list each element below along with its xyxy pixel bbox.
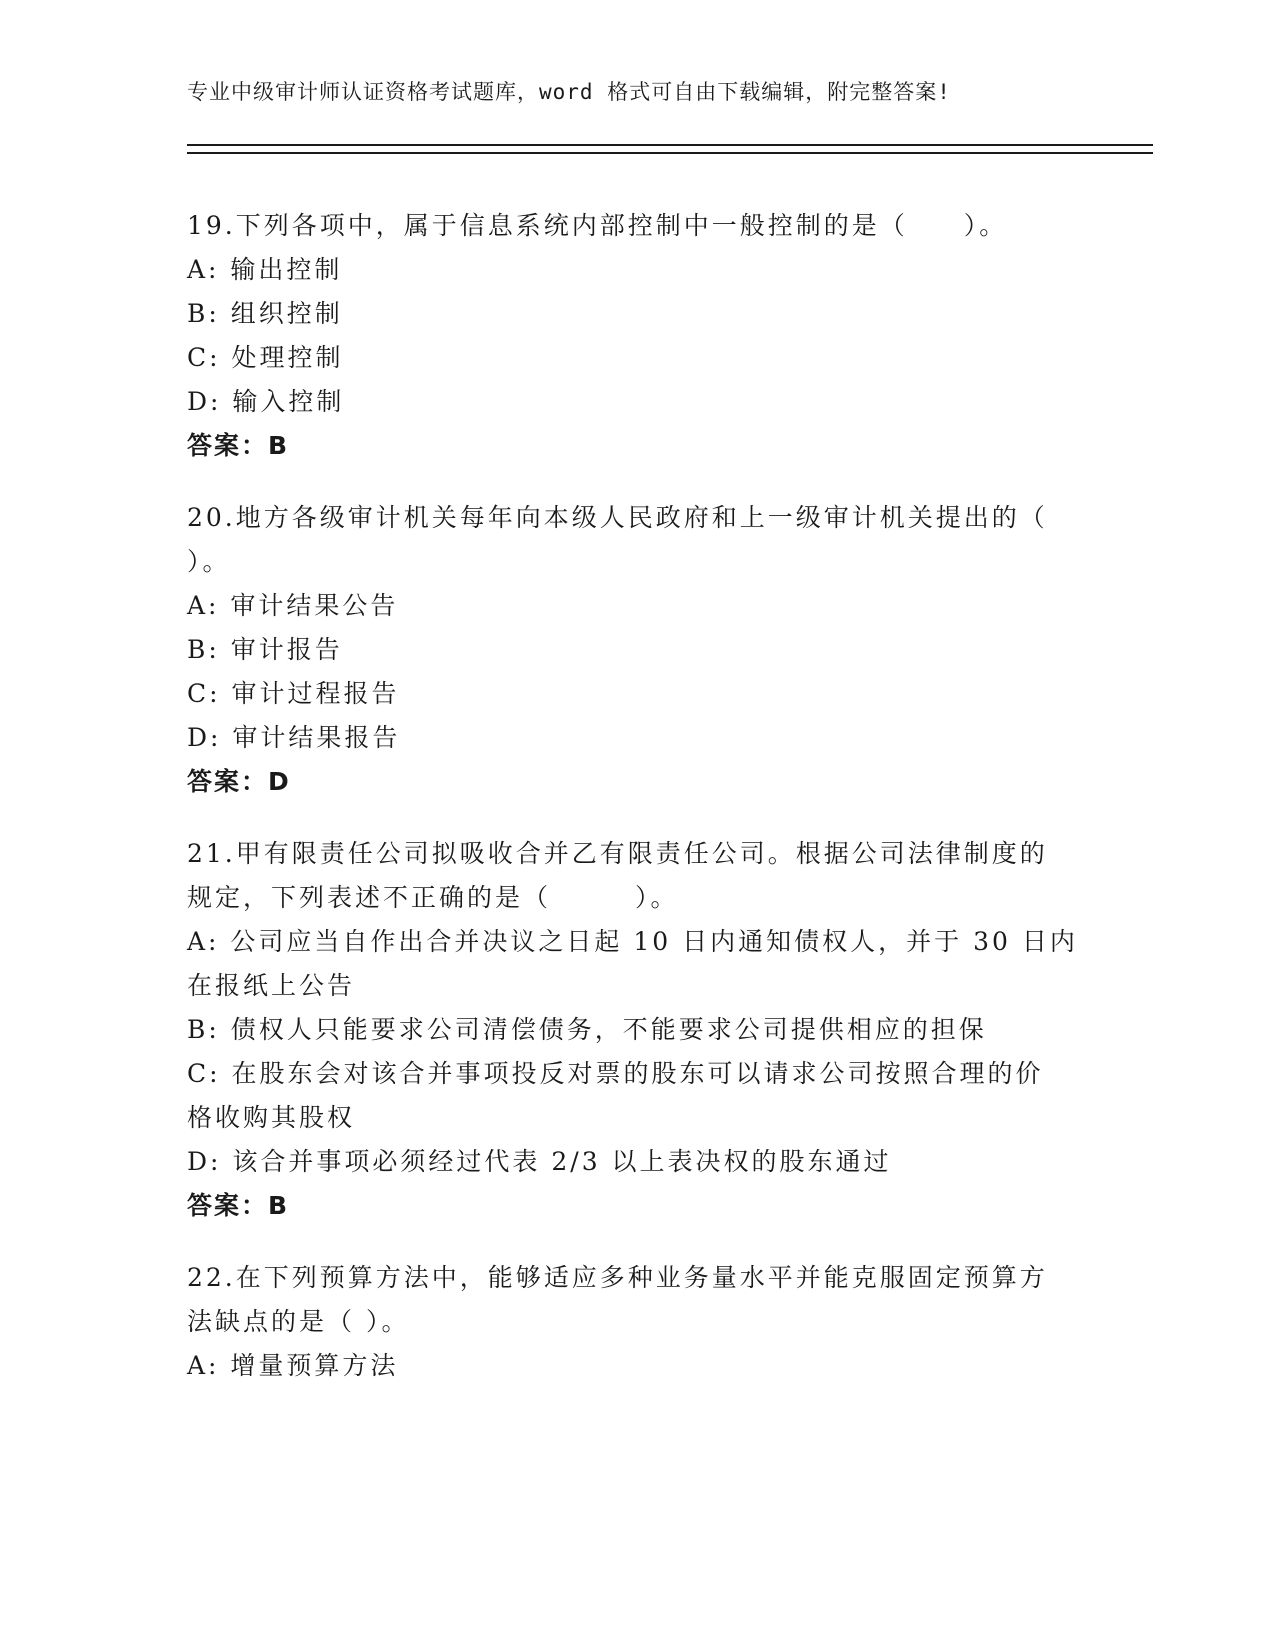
question-stem-continued: ）。 [187,547,231,576]
question-stem: 22.在下列预算方法中，能够适应多种业务量水平并能克服固定预算方 [187,1263,1048,1292]
answer: 答案：D [187,767,291,796]
question-22 [187,1256,1077,1388]
answer: 答案：B [187,431,290,460]
header-divider [187,144,1153,154]
option-b: B: 组织控制 [187,299,343,328]
option-a-continued: 在报纸上公告 [187,971,356,1000]
option-c: C: 处理控制 [187,343,344,372]
option-d: D: 该合并事项必须经过代表 2/3 以上表决权的股东通过 [187,1147,892,1176]
option-b: B: 审计报告 [187,635,343,664]
question-20 [187,496,1077,804]
question-stem: 21.甲有限责任公司拟吸收合并乙有限责任公司。根据公司法律制度的 [187,839,1048,868]
answer: 答案：B [187,1191,290,1220]
option-a: A: 公司应当自作出合并决议之日起 10 日内通知债权人，并于 30 日内 [187,927,1078,956]
question-stem-continued: 法缺点的是（ ）。 [187,1307,410,1336]
question-stem-continued: 规定，下列表述不正确的是（ ）。 [187,883,679,912]
option-c: C: 在股东会对该合并事项投反对票的股东可以请求公司按照合理的价 [187,1059,1044,1088]
option-c: C: 审计过程报告 [187,679,400,708]
question-stem: 20.地方各级审计机关每年向本级人民政府和上一级审计机关提出的（ [187,503,1048,532]
option-d: D: 输入控制 [187,387,345,416]
question-21 [187,832,1077,1228]
option-a: A: 输出控制 [187,255,343,284]
option-c-continued: 格收购其股权 [187,1103,356,1132]
option-b: B: 债权人只能要求公司清偿债务，不能要求公司提供相应的担保 [187,1015,987,1044]
option-a: A: 增量预算方法 [187,1351,399,1380]
question-list [187,204,1077,1416]
question-19 [187,204,1077,468]
question-stem: 19.下列各项中，属于信息系统内部控制中一般控制的是（ ）。 [187,211,1008,240]
option-a: A: 审计结果公告 [187,591,399,620]
page-header: 专业中级审计师认证资格考试题库，word 格式可自由下载编辑，附完整答案! [187,80,951,104]
option-d: D: 审计结果报告 [187,723,401,752]
